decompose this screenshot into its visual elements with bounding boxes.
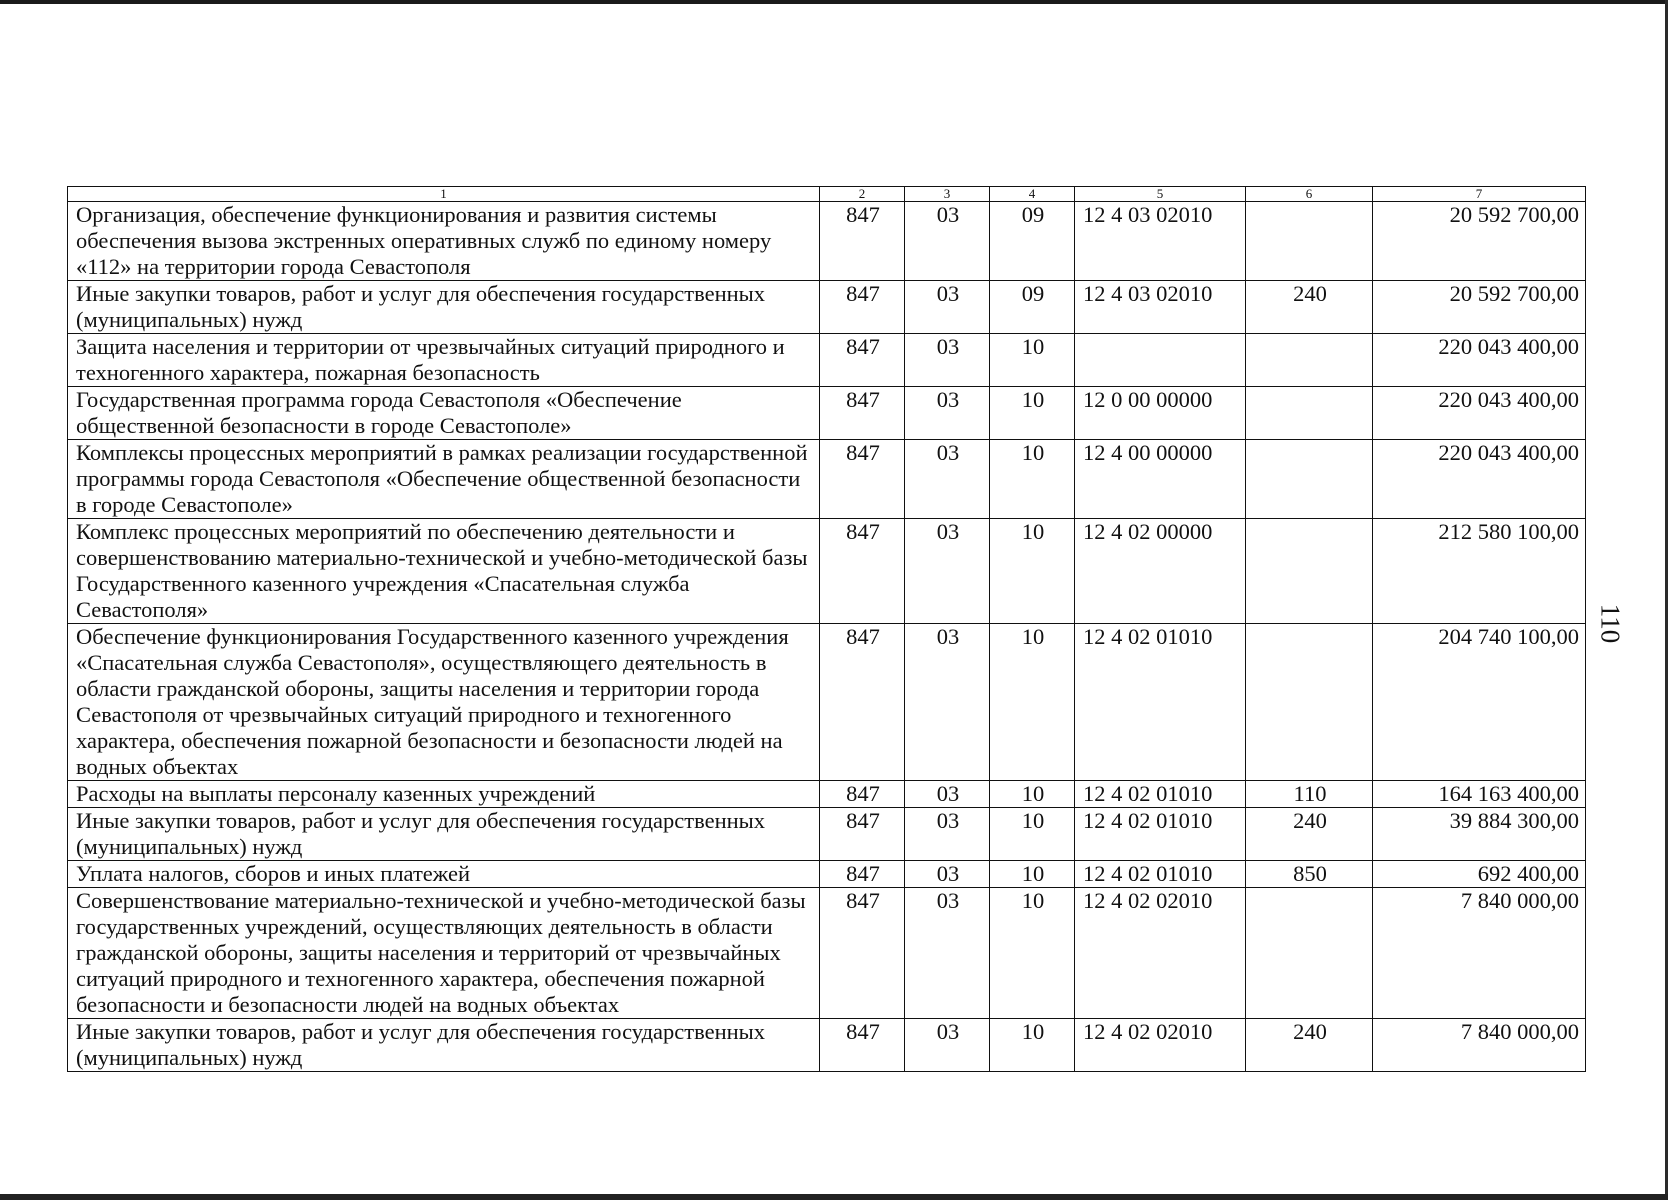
row-description: Расходы на выплаты персоналу казенных учреждений (68, 781, 820, 808)
cell-expense-type (1246, 334, 1373, 387)
cell-expense-type (1246, 202, 1373, 281)
cell-subsection: 10 (990, 861, 1075, 888)
table-row (68, 888, 1586, 1019)
row-description: Обеспечение функционирования Государственного казенного учреждения «Спасательная служба Севастополя», осуществляющего деятельность в области гражданской обороны, защиты населения и территории города Севастополя от чрезвычайных ситуаций природного и техногенного характера, обеспечения пожарной безопасности и безопасности людей на водных объектах (68, 624, 820, 781)
cell-ministry-code: 847 (820, 624, 905, 781)
scan-edge-top (0, 0, 1668, 4)
table-row (68, 808, 1586, 861)
table-row (68, 334, 1586, 387)
cell-ministry-code: 847 (820, 281, 905, 334)
cell-target-article: 12 4 03 02010 (1075, 202, 1246, 281)
cell-target-article: 12 4 02 00000 (1075, 519, 1246, 624)
page-number: 110 (1595, 603, 1626, 644)
cell-section: 03 (905, 888, 990, 1019)
table-row (68, 281, 1586, 334)
cell-target-article: 12 4 02 01010 (1075, 808, 1246, 861)
table-row (68, 519, 1586, 624)
column-header-7: 7 (1373, 187, 1586, 202)
cell-expense-type (1246, 519, 1373, 624)
row-description: Уплата налогов, сборов и иных платежей (68, 861, 820, 888)
cell-ministry-code: 847 (820, 1019, 905, 1072)
cell-section: 03 (905, 519, 990, 624)
cell-expense-type: 850 (1246, 861, 1373, 888)
cell-expense-type (1246, 624, 1373, 781)
cell-subsection: 10 (990, 519, 1075, 624)
cell-subsection: 09 (990, 281, 1075, 334)
cell-amount: 20 592 700,00 (1373, 281, 1586, 334)
cell-target-article: 12 4 02 02010 (1075, 1019, 1246, 1072)
budget-table (67, 186, 1586, 1072)
column-number-row (68, 187, 1586, 202)
cell-expense-type: 240 (1246, 281, 1373, 334)
cell-amount: 7 840 000,00 (1373, 888, 1586, 1019)
cell-expense-type (1246, 387, 1373, 440)
cell-amount: 220 043 400,00 (1373, 334, 1586, 387)
table-row (68, 387, 1586, 440)
cell-subsection: 10 (990, 334, 1075, 387)
cell-ministry-code: 847 (820, 861, 905, 888)
table-row (68, 861, 1586, 888)
table-row (68, 440, 1586, 519)
cell-expense-type: 110 (1246, 781, 1373, 808)
row-description: Иные закупки товаров, работ и услуг для обеспечения государственных (муниципальных) нужд (68, 808, 820, 861)
cell-expense-type (1246, 888, 1373, 1019)
cell-target-article: 12 4 02 01010 (1075, 781, 1246, 808)
cell-ministry-code: 847 (820, 440, 905, 519)
cell-ministry-code: 847 (820, 781, 905, 808)
column-header-5: 5 (1075, 187, 1246, 202)
cell-subsection: 10 (990, 808, 1075, 861)
cell-ministry-code: 847 (820, 202, 905, 281)
row-description: Иные закупки товаров, работ и услуг для обеспечения государственных (муниципальных) нужд (68, 1019, 820, 1072)
cell-amount: 212 580 100,00 (1373, 519, 1586, 624)
cell-amount: 204 740 100,00 (1373, 624, 1586, 781)
cell-target-article: 12 4 02 01010 (1075, 861, 1246, 888)
cell-ministry-code: 847 (820, 808, 905, 861)
cell-section: 03 (905, 202, 990, 281)
cell-target-article: 12 4 03 02010 (1075, 281, 1246, 334)
row-description: Организация, обеспечение функционирования и развития системы обеспечения вызова экстренных оперативных служб по единому номеру «112» на территории города Севастополя (68, 202, 820, 281)
cell-section: 03 (905, 387, 990, 440)
cell-target-article: 12 0 00 00000 (1075, 387, 1246, 440)
cell-amount: 7 840 000,00 (1373, 1019, 1586, 1072)
cell-section: 03 (905, 440, 990, 519)
cell-target-article: 12 4 00 00000 (1075, 440, 1246, 519)
cell-section: 03 (905, 781, 990, 808)
cell-target-article: 12 4 02 01010 (1075, 624, 1246, 781)
cell-subsection: 10 (990, 440, 1075, 519)
cell-expense-type: 240 (1246, 1019, 1373, 1072)
row-description: Комплексы процессных мероприятий в рамках реализации государственной программы города Севастополя «Обеспечение общественной безопасности в городе Севастополе» (68, 440, 820, 519)
cell-ministry-code: 847 (820, 387, 905, 440)
cell-target-article (1075, 334, 1246, 387)
cell-ministry-code: 847 (820, 519, 905, 624)
cell-amount: 220 043 400,00 (1373, 387, 1586, 440)
table-row (68, 781, 1586, 808)
cell-subsection: 09 (990, 202, 1075, 281)
cell-subsection: 10 (990, 624, 1075, 781)
cell-subsection: 10 (990, 387, 1075, 440)
cell-subsection: 10 (990, 888, 1075, 1019)
cell-section: 03 (905, 861, 990, 888)
cell-amount: 692 400,00 (1373, 861, 1586, 888)
scan-edge-bottom (0, 1194, 1668, 1200)
cell-amount: 164 163 400,00 (1373, 781, 1586, 808)
cell-section: 03 (905, 281, 990, 334)
cell-ministry-code: 847 (820, 888, 905, 1019)
cell-amount: 20 592 700,00 (1373, 202, 1586, 281)
cell-subsection: 10 (990, 1019, 1075, 1072)
row-description: Государственная программа города Севастополя «Обеспечение общественной безопасности в городе Севастополе» (68, 387, 820, 440)
column-header-3: 3 (905, 187, 990, 202)
row-description: Комплекс процессных мероприятий по обеспечению деятельности и совершенствованию материально-технической и учебно-методической базы Государственного казенного учреждения «Спасательная служба Севастополя» (68, 519, 820, 624)
column-header-4: 4 (990, 187, 1075, 202)
cell-section: 03 (905, 624, 990, 781)
cell-expense-type (1246, 440, 1373, 519)
table-row (68, 202, 1586, 281)
column-header-6: 6 (1246, 187, 1373, 202)
column-header-2: 2 (820, 187, 905, 202)
cell-ministry-code: 847 (820, 334, 905, 387)
cell-section: 03 (905, 808, 990, 861)
row-description: Защита населения и территории от чрезвычайных ситуаций природного и техногенного характера, пожарная безопасность (68, 334, 820, 387)
cell-expense-type: 240 (1246, 808, 1373, 861)
row-description: Иные закупки товаров, работ и услуг для обеспечения государственных (муниципальных) нужд (68, 281, 820, 334)
cell-target-article: 12 4 02 02010 (1075, 888, 1246, 1019)
cell-section: 03 (905, 1019, 990, 1072)
row-description: Совершенствование материально-технической и учебно-методической базы государственных учреждений, осуществляющих деятельность в области гражданской обороны, защиты населения и территорий от чрезвычайных ситуаций природного и техногенного характера, обеспечения пожарной безопасности и безопасности людей на водных объектах (68, 888, 820, 1019)
column-header-1: 1 (68, 187, 820, 202)
cell-subsection: 10 (990, 781, 1075, 808)
cell-amount: 39 884 300,00 (1373, 808, 1586, 861)
cell-amount: 220 043 400,00 (1373, 440, 1586, 519)
table-row (68, 1019, 1586, 1072)
cell-section: 03 (905, 334, 990, 387)
table-row (68, 624, 1586, 781)
